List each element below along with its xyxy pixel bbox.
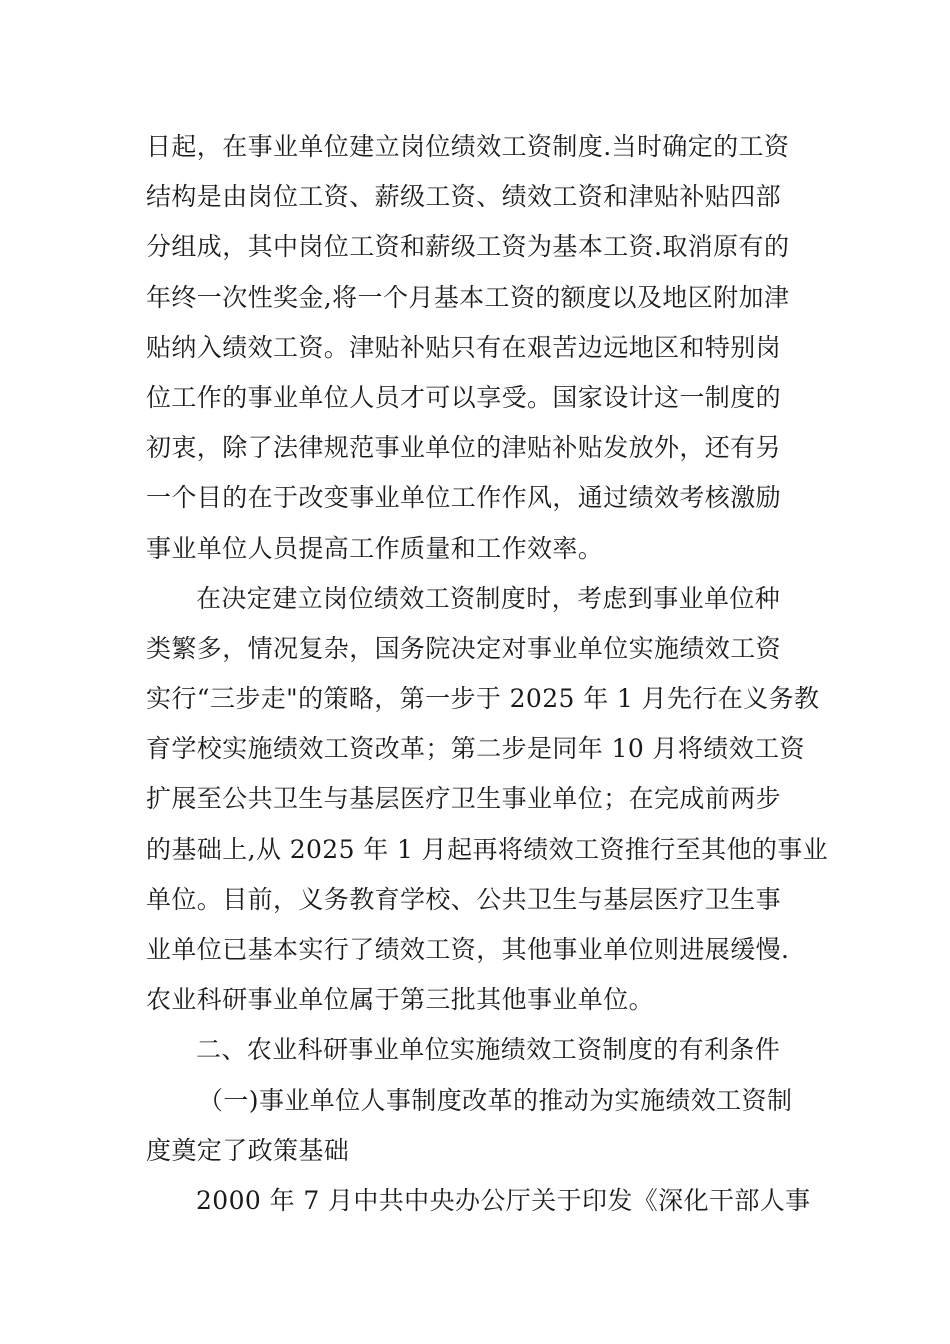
text-line: 事业单位人员提高工作质量和工作效率。 bbox=[146, 533, 604, 563]
text-line: 初衷，除了法律规范事业单位的津贴补贴发放外，还有另 bbox=[146, 433, 782, 463]
text-line: 的基础上,从 2025 年 1 月起再将绩效工资推行至其他的事业 bbox=[146, 834, 829, 864]
section-heading: 二、农业科研事业单位实施绩效工资制度的有利条件 bbox=[196, 1035, 781, 1065]
text-line: 年终一次性奖金,将一个月基本工资的额度以及地区附加津 bbox=[146, 282, 790, 312]
document-body bbox=[146, 122, 829, 1226]
text-line: 扩展至公共卫生与基层医疗卫生事业单位；在完成前两步 bbox=[146, 784, 782, 814]
text-line: 业单位已基本实行了绩效工资，其他事业单位则进展缓慢. bbox=[146, 935, 790, 964]
subsection-heading: （一)事业单位人事制度改革的推动为实施绩效工资制 bbox=[198, 1085, 793, 1115]
text-line: 育学校实施绩效工资改革；第二步是同年 10 月将绩效工资 bbox=[146, 734, 805, 764]
text-line: 贴纳入绩效工资。津贴补贴只有在艰苦边远地区和特别岗 bbox=[146, 332, 782, 362]
paragraph-start-line: 2000 年 7 月中共中央办公厅关于印发《深化干部人事 bbox=[196, 1185, 811, 1215]
text-line: 单位。目前，义务教育学校、公共卫生与基层医疗卫生事 bbox=[146, 884, 782, 914]
text-line: 日起，在事业单位建立岗位绩效工资制度.当时确定的工资 bbox=[146, 132, 790, 161]
text-line: 一个目的在于改变事业单位工作作风，通过绩效考核激励 bbox=[146, 483, 782, 513]
text-line: 位工作的事业单位人员才可以享受。国家设计这一制度的 bbox=[146, 382, 782, 412]
text-line: 结构是由岗位工资、薪级工资、绩效工资和津贴补贴四部 bbox=[146, 182, 782, 212]
subsection-heading-continued: 度奠定了政策基础 bbox=[146, 1135, 350, 1165]
paragraph-start-line: 在决定建立岗位绩效工资制度时，考虑到事业单位种 bbox=[196, 583, 781, 613]
text-line: 类繁多，情况复杂，国务院决定对事业单位实施绩效工资 bbox=[146, 633, 782, 663]
text-line: 分组成，其中岗位工资和薪级工资为基本工资.取消原有的 bbox=[146, 232, 790, 262]
text-line: 实行“三步走"的策略，第一步于 2025 年 1 月先行在义务教 bbox=[146, 684, 820, 714]
text-line: 农业科研事业单位属于第三批其他事业单位。 bbox=[146, 985, 655, 1015]
